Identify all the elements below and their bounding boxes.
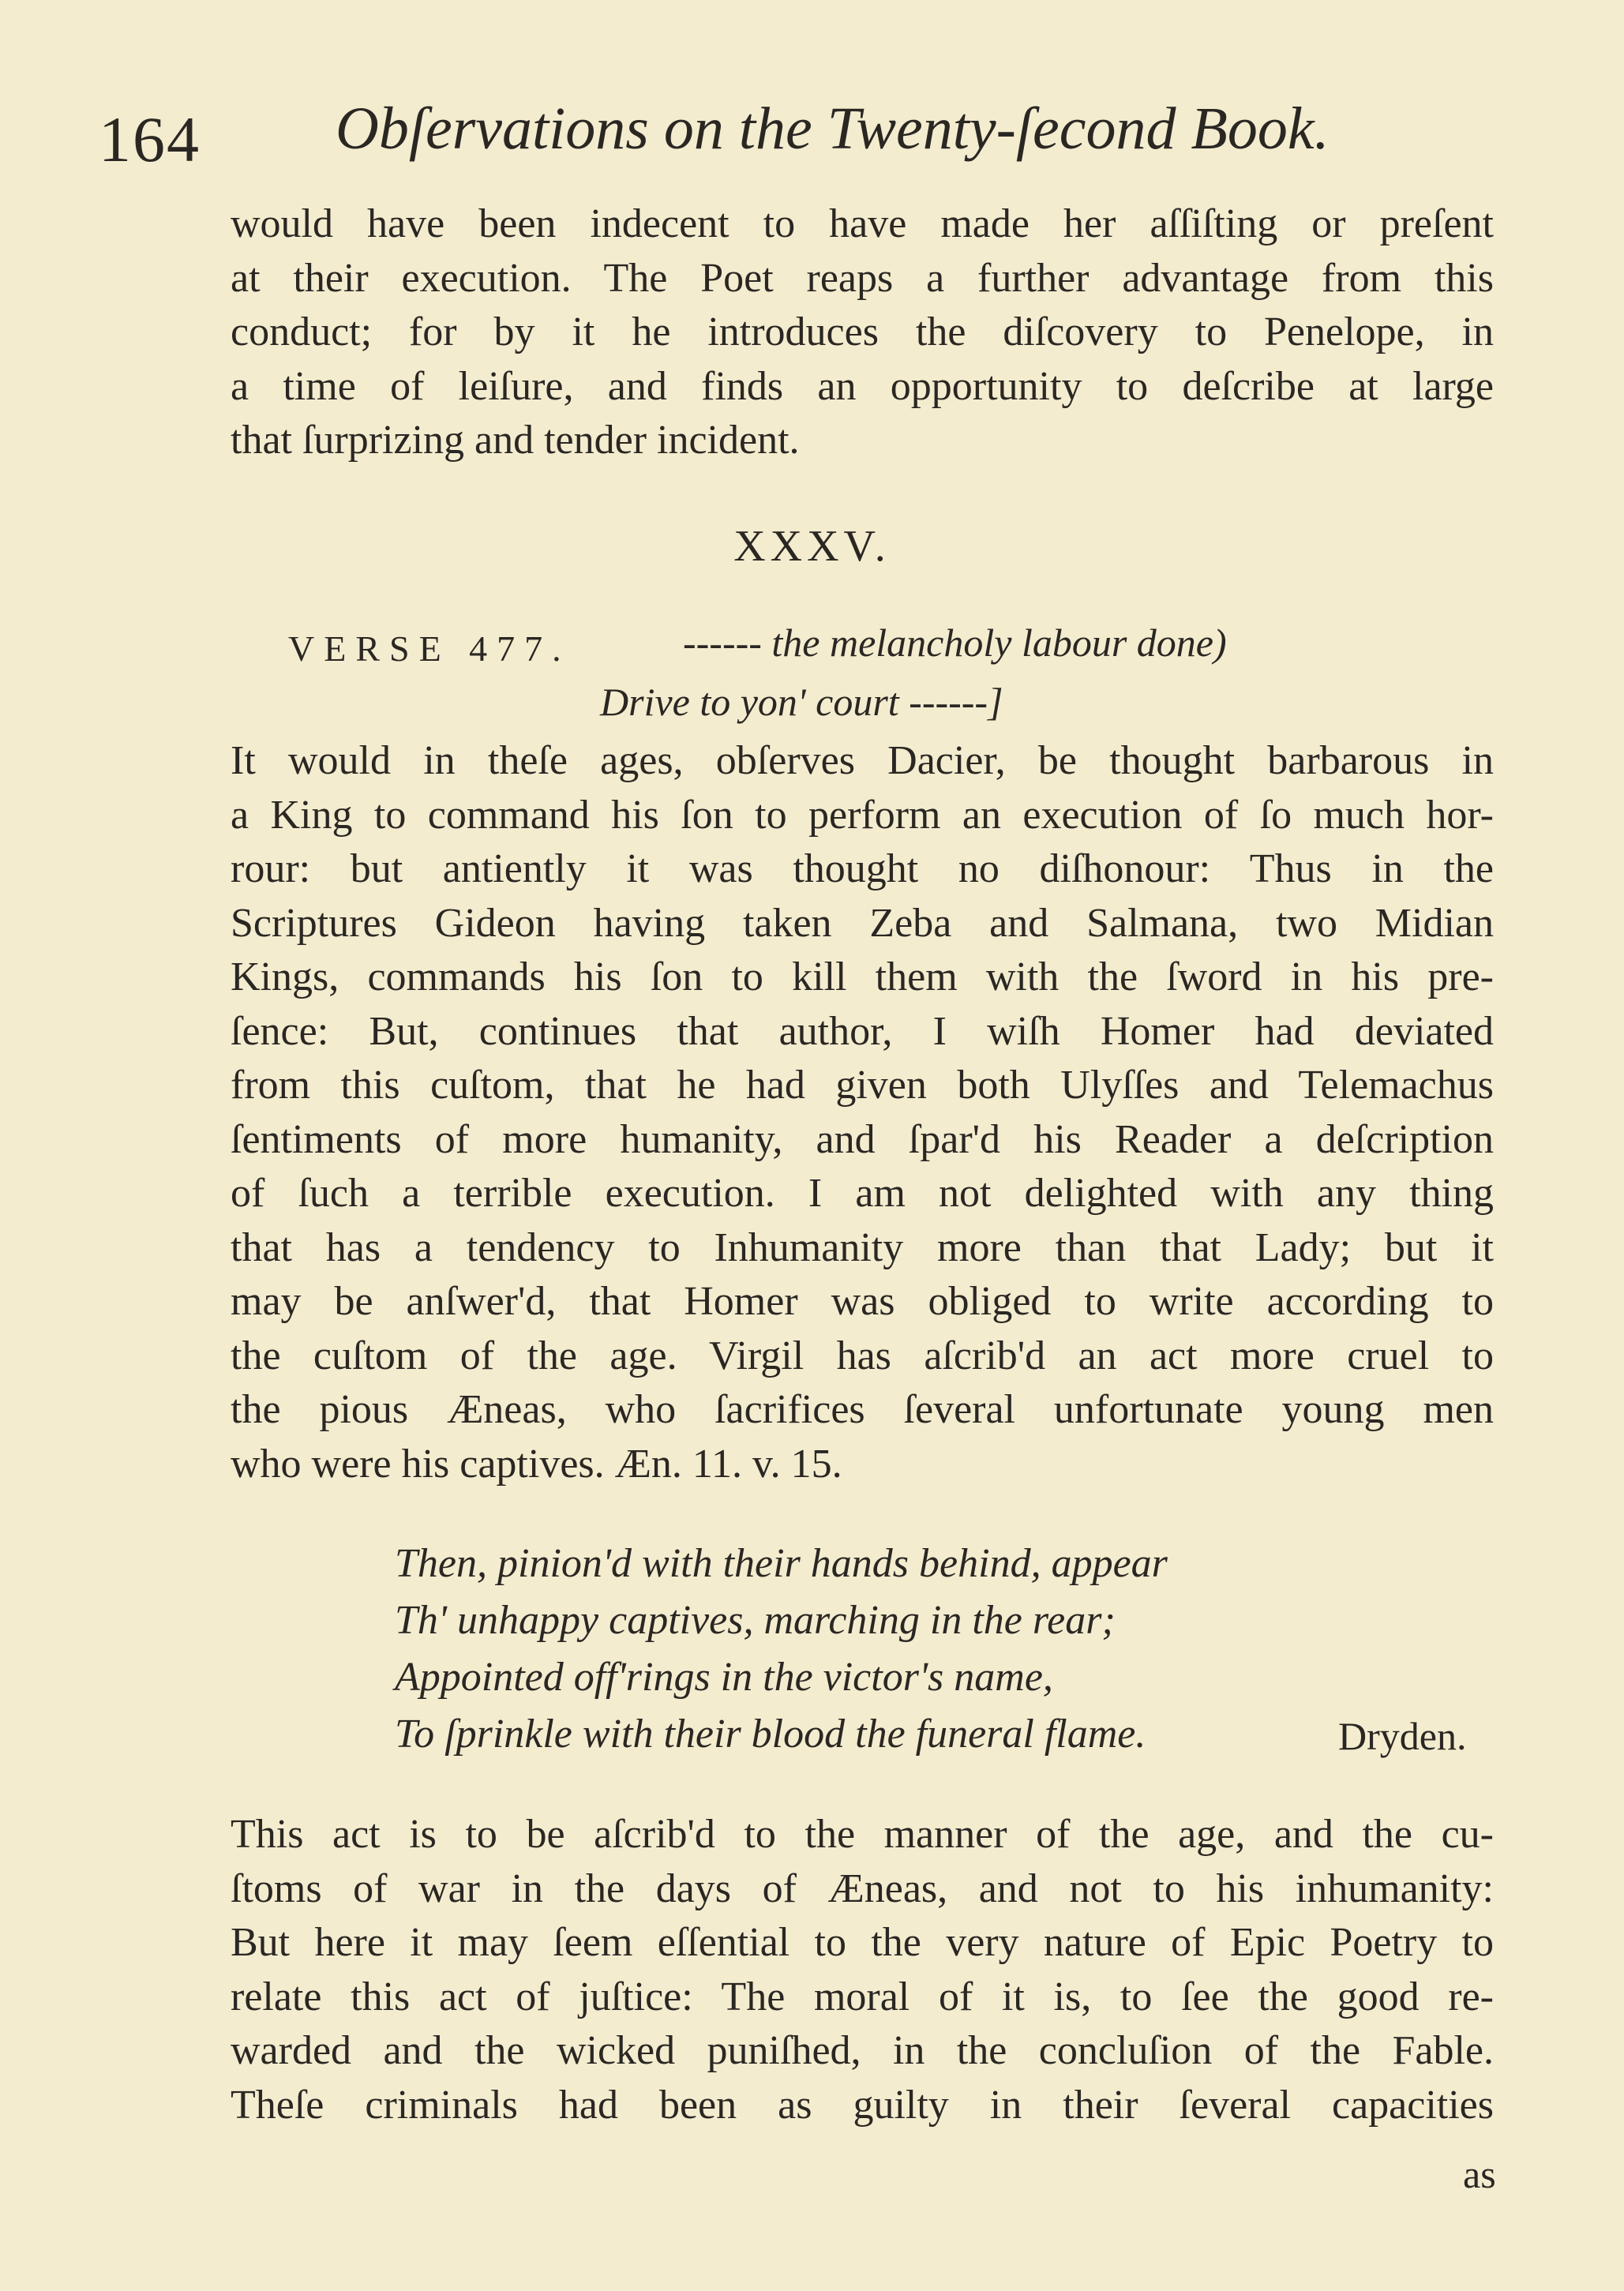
text-line: a King to command his ſon to perform an execution of ſo much hor- — [231, 792, 1494, 838]
commentary-paragraph — [231, 734, 1494, 1491]
text-line: of ſuch a terrible execution. I am not delighted with any thing — [231, 1171, 1494, 1216]
text-line: Scriptures Gideon having taken Zeba and Salmana, two Midian — [231, 900, 1494, 946]
text-line: from this cuſtom, that he had given both Ulyſſes and Telemachus — [231, 1063, 1494, 1108]
quotation-line: Appointed off'rings in the victor's name, — [395, 1655, 1053, 1700]
text-line: a time of leiſure, and finds an opportunity to deſcribe at large — [231, 363, 1494, 409]
text-line: at their execution. The Poet reaps a further advantage from this — [231, 255, 1494, 301]
lemma-line: ------ the melancholy labour done) — [683, 621, 1227, 665]
verse-quotation — [395, 1535, 1263, 1763]
text-line: the cuſtom of the age. Virgil has aſcrib'd an act more cruel to — [231, 1333, 1494, 1378]
text-line: ſentiments of more humanity, and ſpar'd his Reader a deſcription — [231, 1116, 1494, 1162]
text-line: But here it may ſeem eſſential to the very nature of Epic Poetry to — [231, 1920, 1494, 1965]
paragraph-continued — [231, 197, 1494, 468]
commentary-paragraph — [231, 1808, 1494, 2132]
quotation-line: Th' unhappy captives, marching in the rear; — [395, 1598, 1116, 1643]
running-title: Obſervations on the Twenty-ſecond Book. — [336, 96, 1330, 162]
lemma-line: Drive to yon' court ------] — [600, 680, 1003, 724]
quotation-line: To ſprinkle with their blood the funeral flame. — [395, 1712, 1146, 1757]
text-line: It would in theſe ages, obſerves Dacier, be thought barbarous in — [231, 738, 1494, 783]
verse-reference: VERSE 477. — [288, 628, 571, 669]
text-line: would have been indecent to have made her aſſiſting or preſent — [231, 201, 1494, 246]
running-head — [99, 95, 1504, 182]
text-line: who were his captives. Æn. 11. v. 15. — [231, 1441, 842, 1487]
page-number: 164 — [99, 103, 201, 175]
text-line: Theſe criminals had been as guilty in their ſeveral capacities — [231, 2082, 1494, 2128]
text-line: may be anſwer'd, that Homer was obliged to write according to — [231, 1279, 1494, 1324]
text-line: warded and the wicked puniſhed, in the concluſion of the Fable. — [231, 2028, 1494, 2073]
text-line: ſtoms of war in the days of Æneas, and not to his inhumanity: — [231, 1865, 1494, 1911]
section-number: XXXV. — [733, 522, 891, 571]
text-line: Kings, commands his ſon to kill them with the ſword in his pre- — [231, 954, 1494, 999]
text-line: relate this act of juſtice: The moral of it is, to ſee the good re- — [231, 1974, 1494, 2019]
quotation-line: Then, pinion'd with their hands behind, appear — [395, 1541, 1168, 1586]
text-line: This act is to be aſcrib'd to the manner of the age, and the cu- — [231, 1812, 1494, 1857]
text-line: that has a tendency to Inhumanity more than that Lady; but it — [231, 1224, 1494, 1270]
text-line: rour: but antiently it was thought no diſhonour: Thus in the — [231, 846, 1494, 891]
text-line: conduct; for by it he introduces the diſcovery to Penelope, in — [231, 309, 1494, 354]
quotation-attribution: Dryden. — [1338, 1714, 1467, 1758]
text-line: ſence: But, continues that author, I wiſh Homer had deviated — [231, 1008, 1494, 1054]
catchword: as — [1463, 2152, 1496, 2196]
text-line: the pious Æneas, who ſacrifices ſeveral unfortunate young men — [231, 1387, 1494, 1432]
text-line: that ſurprizing and tender incident. — [231, 418, 800, 463]
